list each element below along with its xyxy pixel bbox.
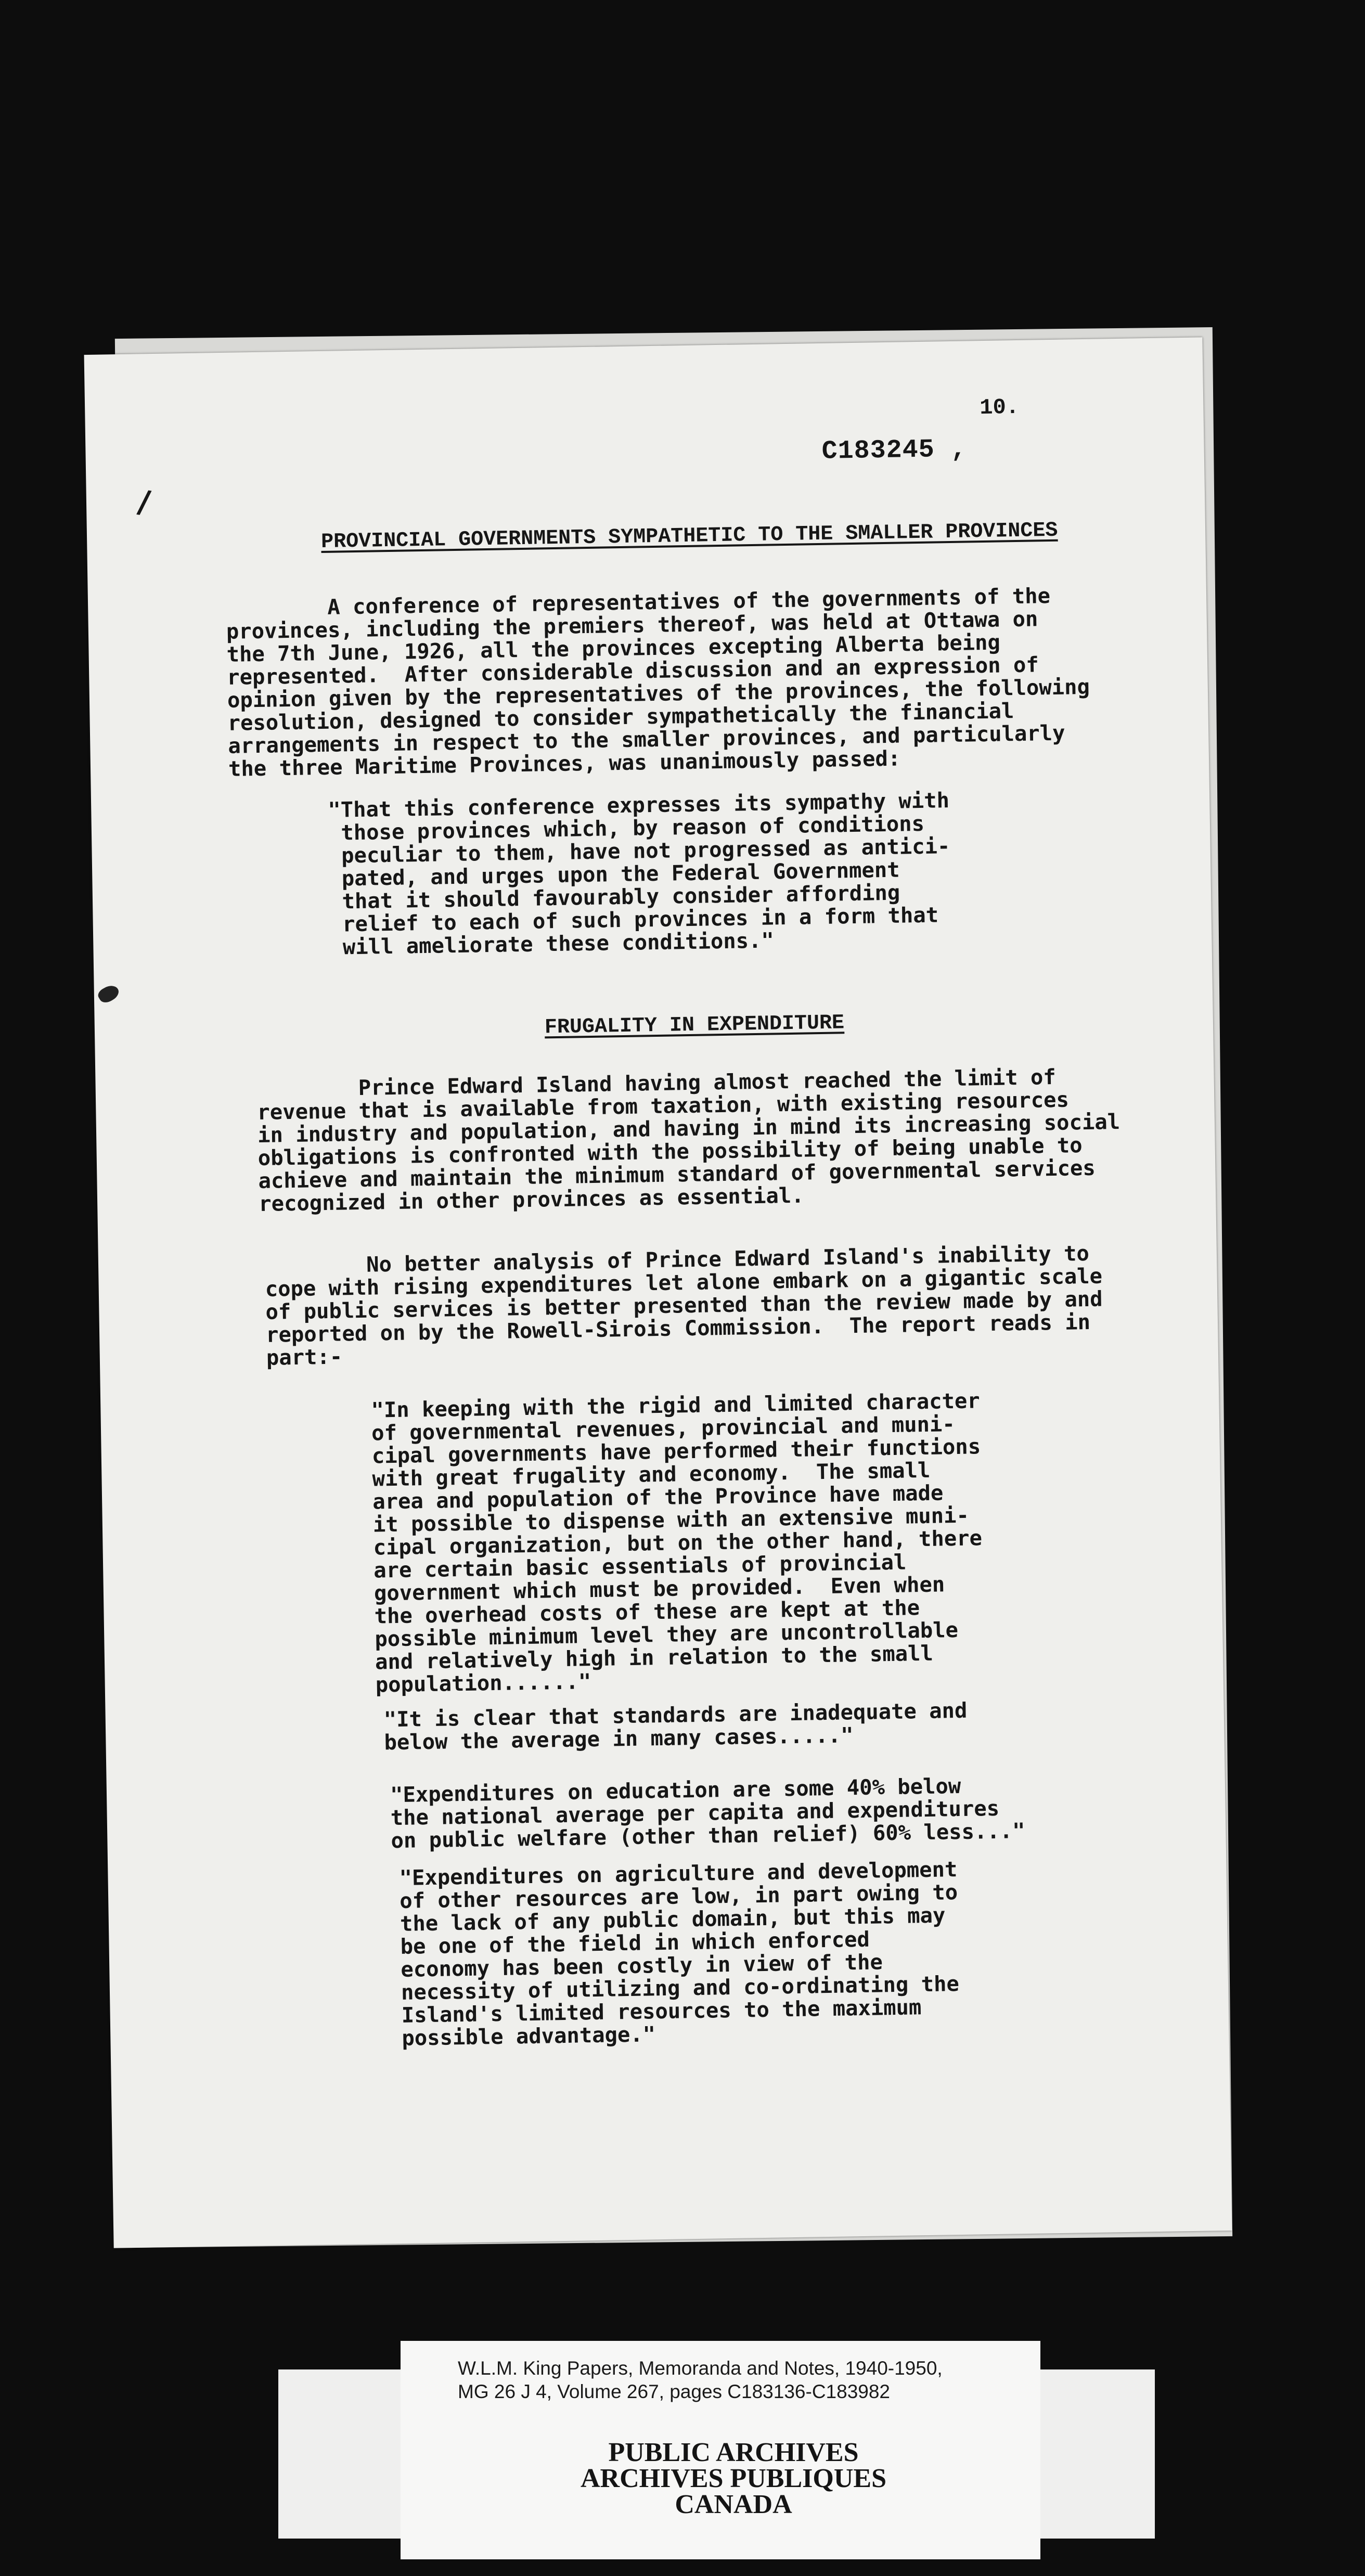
paragraph-conference: A conference of representatives of the governments of the provinces, including the premiers thereof, was held at Ottawa on the 7th June, 1926, all the provinces excepting Alberta being represented. After considerable discussion and an expression of opinion given by the representatives of the provinces, the following resolution, designed to consider sympathetically the financial arrangements in respect to the smaller provinces, and particularly the three Maritime Provinces, was unanimously passed: — [225, 583, 1090, 781]
quote-standards: "It is clear that standards are inadequate and below the average in many cases....." — [383, 1697, 968, 1755]
archive-stamp — [520, 2440, 947, 2518]
page-number: 10. — [979, 394, 1020, 421]
paragraph-commission-analysis: No better analysis of Prince Edward Island's inability to cope with rising expenditures let alone embark on a gigantic scale of public services is better presented than the review made by and reported on by the Rowell-Sirois Commission. The report reads in part:- — [264, 1240, 1103, 1370]
stamp-line-2: ARCHIVES PUBLIQUES — [580, 2464, 887, 2493]
heading-provincial-governments: PROVINCIAL GOVERNMENTS SYMPATHETIC TO THE SMALLER PROVINCES — [320, 519, 1058, 554]
paragraph-revenue-limit: Prince Edward Island having almost reached the limit of revenue that is available from taxation, with existing resources in industry and population, and having in mind its increasing social obligations is confronted with the possibility of being unable to achieve and maintain the minimum standard of governmental services recognized in other provinces as essential. — [256, 1064, 1121, 1217]
margin-ink-blot — [96, 982, 121, 1006]
heading-frugality: FRUGALITY IN EXPENDITURE — [544, 1011, 845, 1040]
quote-frugality: "In keeping with the rigid and limited character of governmental revenues, provincial and muni- cipal governments have performed their functions with great frugality and economy. The small area and population of the Province have made it possible to dispense with an extensive muni- cipal organization, but on the other hand, there are certain basic essentials of provincial government which must be provided. Even when the overhead costs of these are kept at the possible minimum level they are uncontrollable and relatively high in relation to the small population......" — [371, 1388, 983, 1697]
document-page — [84, 337, 1232, 2248]
quote-education: "Expenditures on education are some 40% below the national average per capita and expenditures on public welfare (other than relief) 60% less..." — [390, 1773, 1025, 1853]
document-id: C183245 , — [821, 434, 968, 467]
archive-caption: W.L.M. King Papers, Memoranda and Notes, 1940-1950, MG 26 J 4, Volume 267, pages C183136-C183982 — [458, 2358, 943, 2402]
margin-mark: / — [135, 483, 153, 521]
quote-agriculture: "Expenditures on agriculture and development of other resources are low, in part owing to the lack of any public domain, but this may be one of the field in which enforced economy has been costly in view of the necessity of utilizing and co-ordinating the Island's limited resources to the maximum possible advantage." — [399, 1857, 960, 2051]
quote-resolution: "That this conference expresses its sympathy with those provinces which, by reason of conditions peculiar to them, have not progressed as antici- pated, and urges upon the Federal Government that it should favourably consider affording relief to each of such provinces in a form that will ameliorate these conditions." — [327, 788, 950, 960]
stamp-line-3: CANADA — [675, 2490, 792, 2519]
stamp-line-1: PUBLIC ARCHIVES — [608, 2438, 859, 2467]
